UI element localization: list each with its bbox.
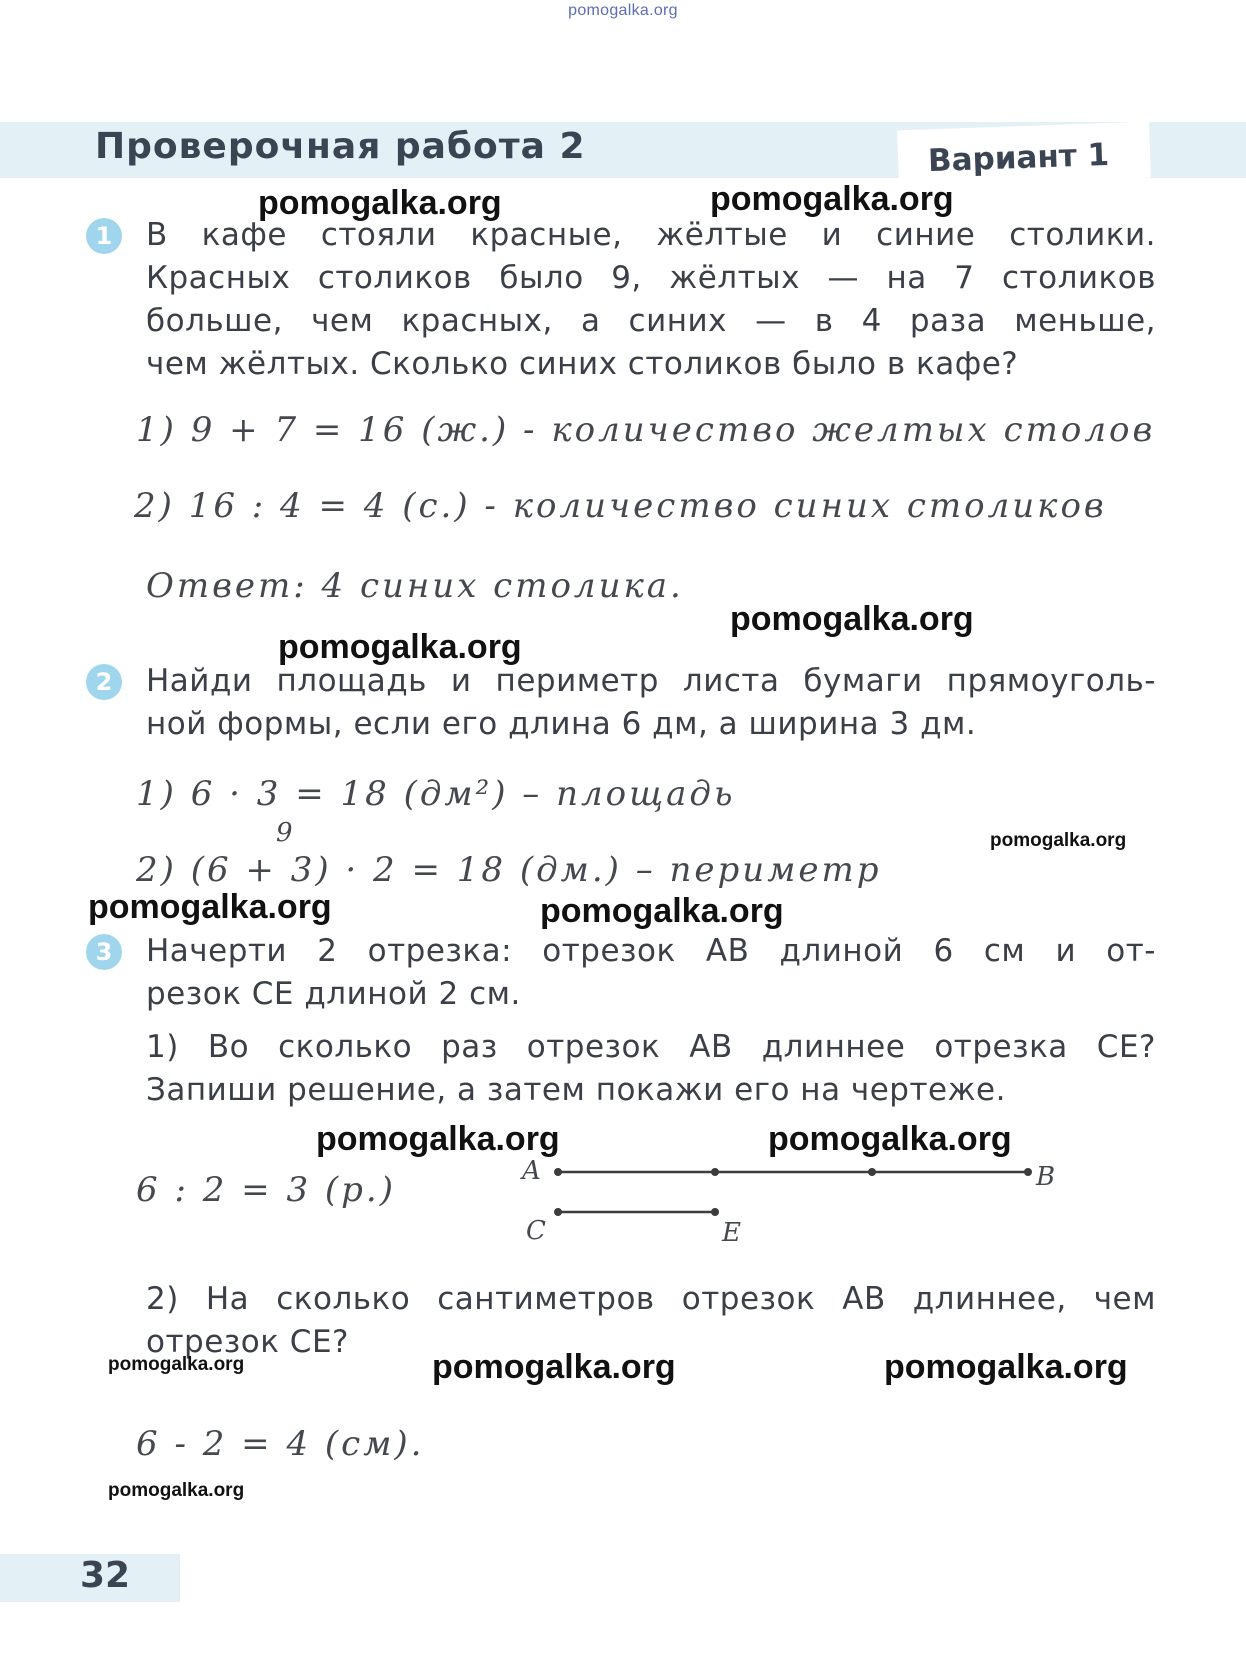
handwritten-answer: 6 : 2 = 3 (р.): [136, 1170, 396, 1210]
task-3-text: [146, 930, 1156, 1016]
watermark[interactable]: pomogalka.org: [710, 180, 954, 218]
watermark[interactable]: pomogalka.org: [730, 600, 974, 638]
text-line: чем жёлтых. Сколько синих столиков было в кафе?: [146, 346, 1019, 382]
watermark[interactable]: pomogalka.org: [884, 1348, 1128, 1386]
handwritten-note: 9: [276, 818, 297, 848]
site-url-top[interactable]: pomogalka.org: [568, 2, 678, 19]
watermark[interactable]: pomogalka.org: [540, 892, 784, 930]
handwritten-step: 2) (6 + 3) · 2 = 18 (дм.) – периметр: [136, 850, 882, 890]
handwritten-answer: Ответ: 4 синих столика.: [146, 566, 684, 606]
variant-label: Вариант 1: [927, 136, 1110, 180]
point: [711, 1208, 719, 1216]
text-line: В кафе стояли красные, жёлтые и синие столики.: [146, 217, 1156, 253]
page-title: Проверочная работа 2: [95, 126, 586, 167]
task-number-icon: 2: [86, 664, 122, 700]
point-label-c: C: [526, 1216, 546, 1246]
point-label-e: E: [722, 1218, 741, 1248]
text-line: 2) На сколько сантиметров отрезок AB длиннее, чем: [146, 1281, 1156, 1317]
text-line: ной формы, если его длина 6 дм, а ширина 3 дм.: [146, 706, 977, 742]
point: [554, 1168, 562, 1176]
watermark[interactable]: pomogalka.org: [88, 888, 332, 926]
handwritten-step: 2) 16 : 4 = 4 (с.) - количество синих столиков: [134, 486, 1107, 526]
watermark[interactable]: pomogalka.org: [432, 1348, 676, 1386]
handwritten-answer: 6 - 2 = 4 (см).: [136, 1424, 425, 1464]
task-3-question-1: [146, 1026, 1156, 1112]
point: [868, 1168, 876, 1176]
text-line: Запиши решение, а затем покажи его на чертеже.: [146, 1072, 1006, 1108]
watermark[interactable]: pomogalka.org: [768, 1120, 1012, 1158]
watermark[interactable]: pomogalka.org: [316, 1120, 560, 1158]
page-number: 32: [80, 1555, 131, 1596]
point-label-b: B: [1036, 1162, 1056, 1192]
point: [711, 1168, 719, 1176]
handwritten-step: 1) 6 · 3 = 18 (дм²) – площадь: [136, 774, 736, 814]
text-line: Красных столиков было 9, жёлтых — на 7 столиков: [146, 260, 1156, 296]
text-line: больше, чем красных, а синих — в 4 раза меньше,: [146, 303, 1156, 339]
point: [1024, 1168, 1032, 1176]
task-1-text: [146, 214, 1156, 386]
text-line: Найди площадь и периметр листа бумаги прямоуголь-: [146, 663, 1156, 699]
watermark[interactable]: pomogalka.org: [108, 1480, 245, 1501]
text-line: Начерти 2 отрезка: отрезок AB длиной 6 см и от-: [146, 933, 1156, 969]
segments-drawing: [510, 1150, 1070, 1260]
point: [554, 1208, 562, 1216]
watermark[interactable]: pomogalka.org: [108, 1354, 245, 1375]
text-line: отрезок CE?: [146, 1324, 349, 1360]
point-label-a: A: [522, 1156, 541, 1186]
watermark[interactable]: pomogalka.org: [278, 628, 522, 666]
watermark[interactable]: pomogalka.org: [258, 184, 502, 222]
handwritten-step: 1) 9 + 7 = 16 (ж.) - количество желтых столов: [136, 410, 1156, 450]
task-number-icon: 1: [86, 218, 122, 254]
text-line: 1) Во сколько раз отрезок AB длиннее отрезка CE?: [146, 1029, 1156, 1065]
text-line: резок CE длиной 2 см.: [146, 976, 521, 1012]
watermark[interactable]: pomogalka.org: [990, 830, 1127, 851]
task-number-icon: 3: [86, 934, 122, 970]
task-2-text: [146, 660, 1156, 746]
